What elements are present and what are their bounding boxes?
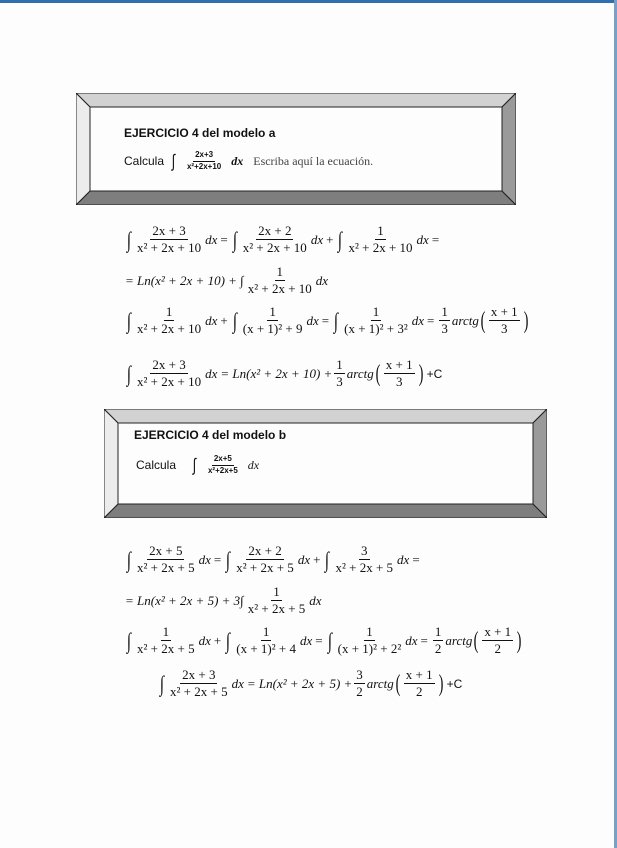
numerator: 3: [359, 544, 370, 560]
numerator: 1: [271, 585, 282, 601]
math-term: dx: [297, 551, 311, 567]
numerator: 2x + 5: [147, 544, 184, 560]
fraction: [135, 625, 197, 657]
operator: =: [315, 632, 323, 648]
numerator: 1: [364, 625, 375, 641]
parenthesis: (: [473, 627, 479, 654]
numerator: x + 1: [489, 305, 520, 321]
denominator: (x + 1)² + 9: [242, 321, 303, 337]
dx-label: dx: [231, 153, 244, 168]
constant-c: +C: [426, 366, 443, 381]
math-term: dx: [309, 592, 322, 608]
solution-b-result: [158, 668, 462, 700]
denominator: x² + 2x + 10: [137, 240, 202, 256]
operator: =: [321, 312, 330, 328]
fraction: [135, 358, 203, 390]
denominator: 2: [434, 641, 442, 657]
denominator: x² + 2x + 5: [137, 560, 195, 576]
math-term: dx: [299, 632, 313, 648]
denominator: 2: [415, 684, 423, 700]
fraction: [334, 358, 345, 390]
math-term: dx: [198, 551, 211, 567]
denominator: (x + 1)² + 4: [236, 641, 296, 657]
integral-sign: ∫: [232, 307, 237, 333]
operator: =: [220, 231, 228, 247]
integral-sign: ∫: [126, 546, 132, 572]
operator: =: [412, 551, 420, 567]
integral-sign: ∫: [232, 226, 237, 252]
constant-c: +C: [446, 676, 463, 691]
integral-sign: ∫: [159, 670, 165, 696]
math-term: dx: [310, 231, 324, 247]
denominator: x² + 2x + 5: [335, 560, 394, 576]
solution-b-line-2: [125, 585, 322, 617]
math-term: = Ln(x² + 2x + 5) +: [246, 675, 353, 691]
integral-sign: ∫: [171, 151, 176, 172]
fraction: [135, 544, 197, 576]
denominator: x² + 2x + 10: [242, 240, 307, 256]
integral-sign: ∫: [126, 360, 132, 386]
denominator: 3: [336, 374, 343, 390]
denominator: x² + 2x + 10: [137, 321, 202, 337]
numerator: 1: [371, 305, 382, 321]
operator: =: [431, 231, 440, 247]
exercise-b-statement: [136, 455, 259, 476]
equation-placeholder[interactable]: Escriba aquí la ecuación.: [253, 153, 374, 168]
numerator: 2x + 3: [150, 358, 187, 374]
fraction: [384, 358, 415, 390]
exercise-b-title: EJERCICIO 4 del modelo b: [134, 428, 287, 442]
parenthesis: ): [523, 307, 529, 334]
math-term: dx: [205, 312, 218, 328]
fraction: [439, 305, 450, 337]
denominator: x² + 2x + 5: [170, 684, 228, 700]
calcula-label: Calcula: [124, 154, 165, 169]
integral-sign: ∫: [226, 546, 231, 572]
numerator: 1: [375, 224, 386, 240]
fraction: [354, 668, 365, 700]
numerator: x + 1: [482, 625, 513, 641]
fraction: [433, 625, 444, 657]
operator: =: [427, 312, 435, 328]
numerator: x + 1: [384, 358, 415, 374]
parenthesis: (: [395, 670, 401, 697]
integral-sign: ∫: [338, 226, 343, 252]
numerator: 1: [334, 358, 345, 374]
parenthesis: (: [480, 307, 486, 334]
math-term: dx: [315, 272, 329, 288]
fraction: [135, 224, 203, 256]
integral-sign: ∫: [327, 627, 332, 653]
numerator: 1: [161, 625, 172, 641]
integral-sign: ∫: [126, 627, 132, 653]
fraction: [336, 625, 404, 657]
denominator: 3: [395, 374, 403, 390]
exercise-b-box: [104, 409, 547, 518]
solution-b-line-3: [125, 625, 523, 657]
exercise-a-title: EJERCICIO 4 del modelo a: [124, 126, 276, 140]
fraction: [342, 305, 410, 337]
operator: =: [213, 551, 222, 567]
numerator: 1: [439, 305, 450, 321]
denominator: x² + 2x + 5: [236, 560, 294, 576]
solution-a-line-2: [125, 265, 328, 297]
parenthesis: (: [375, 360, 381, 387]
numerator: 2x + 3: [150, 224, 187, 240]
math-term: arctg: [445, 632, 473, 648]
operator: +: [213, 632, 222, 648]
math-term: = Ln(x² + 2x + 10) + ∫: [125, 272, 244, 288]
fraction: [241, 305, 305, 337]
numerator: 3: [354, 668, 365, 684]
denominator: (x + 1)² + 2²: [337, 641, 402, 657]
calcula-label: Calcula: [136, 458, 177, 473]
numerator: 1: [267, 305, 278, 321]
math-term: dx: [306, 312, 319, 328]
exercise-a-statement: [124, 151, 373, 172]
numerator: 2x + 3: [180, 668, 217, 684]
denominator: 3: [501, 321, 508, 337]
denominator: x² + 2x + 10: [247, 281, 312, 297]
denominator: x² + 2x + 5: [247, 601, 306, 617]
parenthesis: ): [516, 627, 522, 654]
integrand-fraction: $\frac{2x+3}{\text{x²+2x+10}}$: [186, 150, 222, 171]
fraction: [333, 544, 395, 576]
denominator: 2: [494, 641, 502, 657]
denominator: 3: [441, 321, 448, 337]
numerator: 1: [164, 305, 175, 321]
solution-a-line-3: [125, 305, 530, 337]
parenthesis: ): [438, 670, 444, 697]
math-term: = Ln(x² + 2x + 10) +: [220, 365, 333, 381]
operator: +: [313, 551, 321, 567]
numerator: x + 1: [404, 668, 435, 684]
fraction: [246, 265, 314, 297]
top-scan-line: [0, 0, 617, 3]
operator: +: [220, 312, 228, 328]
denominator: x² + 2x + 10: [137, 374, 202, 390]
fraction: [234, 625, 298, 657]
numerator: 1: [261, 625, 272, 641]
solution-a-line-1: [125, 224, 442, 256]
denominator: x² + 2x + 10: [348, 240, 413, 256]
fraction: [346, 224, 414, 256]
math-term: dx: [205, 231, 218, 247]
math-term: dx: [198, 632, 211, 648]
fraction: [489, 305, 520, 337]
exercise-a-bevel-frame: [76, 93, 516, 205]
denominator: x² + 2x + 5: [137, 641, 195, 657]
math-term: dx: [405, 632, 418, 648]
math-term: dx: [416, 231, 429, 247]
math-term: arctg: [366, 675, 394, 691]
exercise-a-box: [76, 93, 516, 205]
math-term: dx: [205, 365, 218, 381]
math-term: dx: [397, 551, 410, 567]
denominator: (x + 1)² + 3²: [344, 321, 408, 337]
math-term: dx: [411, 312, 425, 328]
integral-sign: ∫: [126, 226, 132, 252]
integral-sign: ∫: [325, 546, 330, 572]
fraction: [234, 544, 296, 576]
solution-a-result: [125, 358, 442, 390]
math-term: arctg: [346, 365, 374, 381]
fraction: [168, 668, 230, 700]
integral-sign: ∫: [333, 307, 339, 333]
numerator: 1: [275, 265, 286, 281]
fraction: [135, 305, 203, 337]
numerator: 2x + 2: [246, 544, 283, 560]
fraction: [241, 224, 309, 256]
numerator: 1: [433, 625, 444, 641]
math-term: arctg: [451, 312, 479, 328]
integral-sign: ∫: [192, 455, 197, 476]
fraction: [482, 625, 513, 657]
operator: +: [326, 231, 334, 247]
integral-sign: ∫: [226, 627, 231, 653]
numerator: 2x + 2: [256, 224, 293, 240]
integrand-fraction: $\frac{2x+5}{\text{x²+2x+5}}$: [207, 454, 238, 475]
fraction: [246, 585, 308, 617]
parenthesis: ): [418, 360, 424, 387]
dx-label: dx: [247, 457, 260, 472]
integral-sign: ∫: [126, 307, 132, 333]
math-term: = Ln(x² + 2x + 5) + 3∫: [125, 592, 244, 608]
fraction: [404, 668, 435, 700]
solution-b-line-1: [125, 544, 423, 576]
math-term: dx: [231, 675, 244, 691]
denominator: 2: [356, 684, 363, 700]
operator: =: [420, 632, 428, 648]
